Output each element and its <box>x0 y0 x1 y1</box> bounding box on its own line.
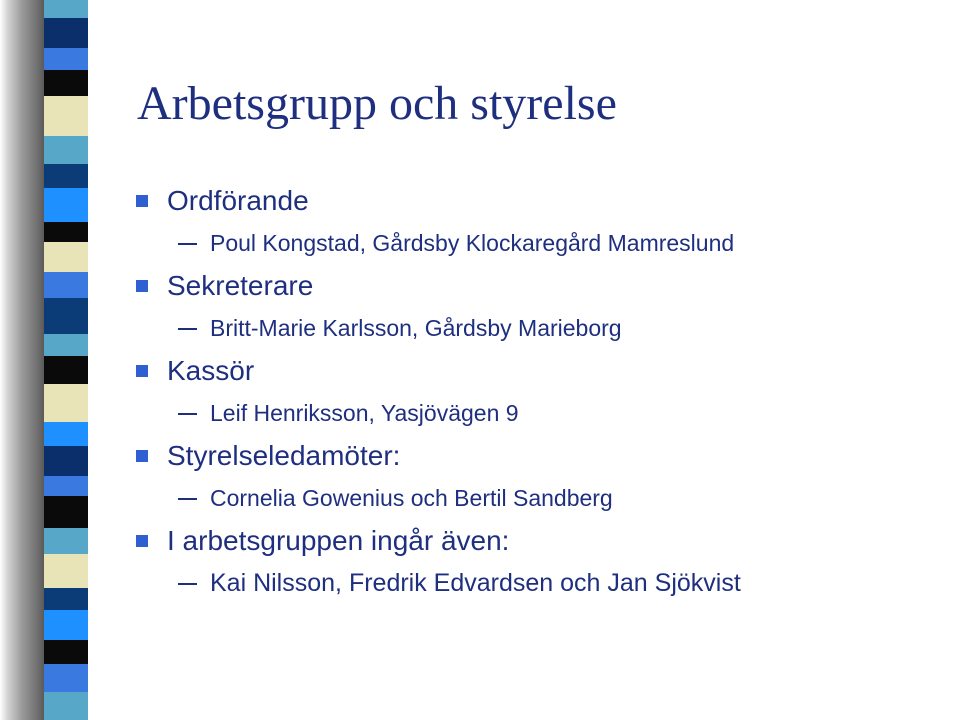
sub-item-board-members <box>131 477 951 520</box>
dash-bullet-icon <box>178 328 197 330</box>
square-bullet-icon <box>136 450 148 462</box>
stripe-block <box>44 188 88 222</box>
bullet-label: I arbetsgruppen ingår även: <box>167 525 510 556</box>
stripe-block <box>44 640 88 664</box>
slide-title: Arbetsgrupp och styrelse <box>137 77 617 130</box>
stripe-block <box>44 136 88 164</box>
stripe-block <box>44 242 88 272</box>
stripe-block <box>44 48 88 70</box>
bullet-label: Ordförande <box>167 185 309 216</box>
stripe-block <box>44 664 88 692</box>
stripe-block <box>44 0 88 18</box>
stripe-block <box>44 554 88 588</box>
sub-item-secretary <box>131 307 951 350</box>
sub-item-text: Leif Henriksson, Yasjövägen 9 <box>210 400 519 426</box>
stripe-block <box>44 164 88 188</box>
dash-bullet-icon <box>178 498 197 500</box>
dash-bullet-icon <box>178 583 197 585</box>
sub-item-chair <box>131 222 951 265</box>
dash-bullet-icon <box>178 243 197 245</box>
sub-item-text: Poul Kongstad, Gårdsby Klockaregård Mamreslund <box>210 230 735 256</box>
stripe-block <box>44 422 88 446</box>
bullet-label: Styrelseledamöter: <box>167 440 401 471</box>
bullet-item-chair <box>131 180 951 222</box>
stripe-block <box>44 18 88 48</box>
square-bullet-icon <box>136 195 148 207</box>
bullet-item-board-members <box>131 435 951 477</box>
stripe-shadow <box>0 0 44 720</box>
stripe-block <box>44 334 88 356</box>
stripe-block <box>44 96 88 136</box>
stripe-block <box>44 356 88 384</box>
stripe-block <box>44 528 88 554</box>
sub-item-text: Cornelia Gowenius och Bertil Sandberg <box>210 485 613 511</box>
stripe-block <box>44 496 88 528</box>
bullet-label: Sekreterare <box>167 270 314 301</box>
sub-item-working-group <box>131 562 951 605</box>
sub-item-text: Kai Nilsson, Fredrik Edvardsen och Jan Sjökvist <box>210 569 741 597</box>
slide-content <box>131 180 951 605</box>
stripe-block <box>44 298 88 334</box>
bullet-label: Kassör <box>167 355 255 386</box>
stripe-block <box>44 692 88 720</box>
stripe-block <box>44 476 88 496</box>
stripe-block <box>44 384 88 422</box>
square-bullet-icon <box>136 535 148 547</box>
stripe-block <box>44 446 88 476</box>
bullet-item-treasurer <box>131 350 951 392</box>
stripe-block <box>44 610 88 640</box>
square-bullet-icon <box>136 280 148 292</box>
square-bullet-icon <box>136 365 148 377</box>
decorative-stripe <box>44 0 88 720</box>
stripe-block <box>44 222 88 242</box>
bullet-item-working-group <box>131 520 951 562</box>
sub-item-treasurer <box>131 392 951 435</box>
sub-item-text: Britt-Marie Karlsson, Gårdsby Marieborg <box>210 315 622 341</box>
stripe-block <box>44 272 88 298</box>
stripe-block <box>44 70 88 96</box>
dash-bullet-icon <box>178 413 197 415</box>
bullet-item-secretary <box>131 265 951 307</box>
stripe-block <box>44 588 88 610</box>
